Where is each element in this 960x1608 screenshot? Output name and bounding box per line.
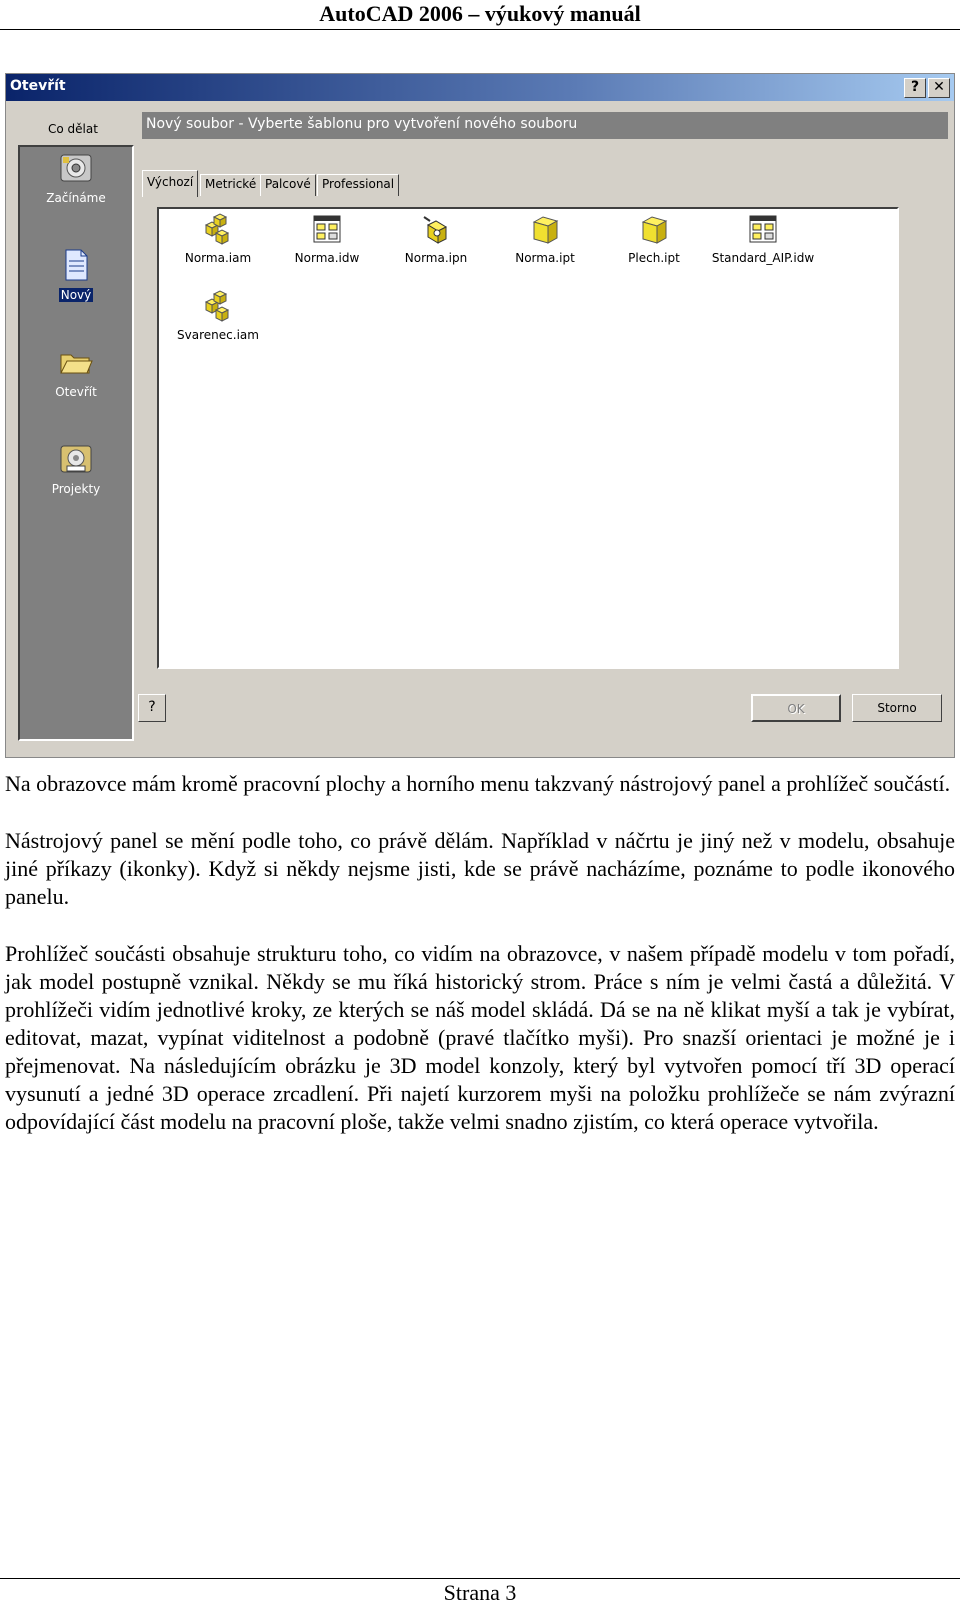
file-name: Standard_AIP.idw <box>711 251 815 265</box>
sidebar-item-open[interactable] <box>20 345 132 400</box>
titlebar-help-button[interactable]: ? <box>904 78 926 98</box>
document-title: AutoCAD 2006 – výukový manuál <box>319 1 641 26</box>
file-item[interactable] <box>163 290 273 342</box>
projects-icon <box>59 442 93 476</box>
weldment-icon <box>202 290 234 322</box>
header-rule <box>0 29 960 30</box>
assembly-icon <box>202 213 234 245</box>
getting-started-icon <box>59 151 93 185</box>
paragraph-browser: Prohlížeč součásti obsahuje strukturu toho, co vidím na obrazovce, v našem případě modelu v tom pořadí, jak model postupně vznikal. Někdy se mu říká historický strom. Práce s ním je velmi častá a důležitá. V prohlížeči vidím jednotlivé kroky, ze kterých se náš model skládá. Dá se na ně klikat myší a tak je vybírat, editovat, mazat, vypínat viditelnost a podobně (pravé tlačítko myši). Pro snazší orientaci je možné je i přejmenovat. Na následujícím obrázku je 3D model konzoly, který byl vytvořen pomocí tří 3D operací vysunutí a jedné 3D operace zrcadlení. Při najetí kurzorem myši na položku prohlížeče se nám zvýrazní odpovídající část modelu na pracovní ploše, takže velmi snadno zjistím, co která operace vytvořila. <box>5 941 955 1134</box>
ok-button[interactable]: OK <box>751 694 841 722</box>
instruction-banner <box>142 112 948 139</box>
page-header <box>0 0 960 30</box>
part-icon <box>529 213 561 245</box>
file-item[interactable] <box>490 213 600 265</box>
file-item[interactable] <box>708 213 818 265</box>
sidebar-item-label: Nový <box>60 288 92 302</box>
file-name: Norma.iam <box>184 251 252 265</box>
sidebar-item-label: Začínáme <box>46 191 106 205</box>
file-name: Norma.idw <box>294 251 360 265</box>
help-button[interactable]: ? <box>138 694 166 722</box>
tab-metricke[interactable]: Metrické <box>200 174 261 196</box>
tab-palcove[interactable]: Palcové <box>260 174 316 196</box>
titlebar-close-button[interactable]: ✕ <box>928 78 950 98</box>
banner-text: Nový soubor - Vyberte šablonu pro vytvoření nového souboru <box>146 116 578 132</box>
new-file-icon <box>59 248 93 282</box>
sheet-metal-icon <box>638 213 670 245</box>
file-item[interactable] <box>272 213 382 265</box>
file-name: Plech.ipt <box>628 251 680 265</box>
body-text <box>5 770 955 1165</box>
file-item[interactable] <box>163 213 273 265</box>
open-dialog <box>5 73 955 758</box>
tab-professional[interactable]: Professional <box>317 174 399 196</box>
drawing-icon <box>311 213 343 245</box>
action-sidebar <box>18 145 134 741</box>
open-folder-icon <box>59 345 93 379</box>
file-name: Norma.ipt <box>515 251 575 265</box>
tab-vychozi[interactable]: Výchozí <box>142 170 198 197</box>
footer-rule <box>0 1578 960 1579</box>
sidebar-item-getting-started[interactable] <box>20 151 132 206</box>
presentation-icon <box>420 213 452 245</box>
sidebar-item-new[interactable] <box>20 248 132 303</box>
sidebar-title: Co dělat <box>48 122 98 136</box>
page-number: Strana 3 <box>443 1580 517 1605</box>
paragraph-intro: Na obrazovce mám kromě pracovní plochy a horního menu takzvaný nástrojový panel a prohlížeč součástí. <box>5 771 951 796</box>
file-item[interactable] <box>599 213 709 265</box>
paragraph-toolbar: Nástrojový panel se mění podle toho, co právě dělám. Například v náčrtu je jiný než v modelu, obsahuje jiné příkazy (ikonky). Když si někdy nejsme jisti, kde se právě nacházíme, poznáme to podle ikonového panelu. <box>5 828 955 909</box>
file-name: Svarenec.iam <box>177 328 259 342</box>
file-item[interactable] <box>381 213 491 265</box>
sidebar-item-label: Projekty <box>51 482 101 496</box>
sidebar-item-projects[interactable] <box>20 442 132 497</box>
cancel-button[interactable]: Storno <box>852 694 942 722</box>
drawing-icon <box>747 213 779 245</box>
dialog-title: Otevřít <box>10 78 66 94</box>
dialog-titlebar[interactable] <box>6 74 954 101</box>
file-name: Norma.ipn <box>404 251 468 265</box>
sidebar-item-label: Otevřít <box>55 385 97 399</box>
template-file-list <box>157 207 899 669</box>
